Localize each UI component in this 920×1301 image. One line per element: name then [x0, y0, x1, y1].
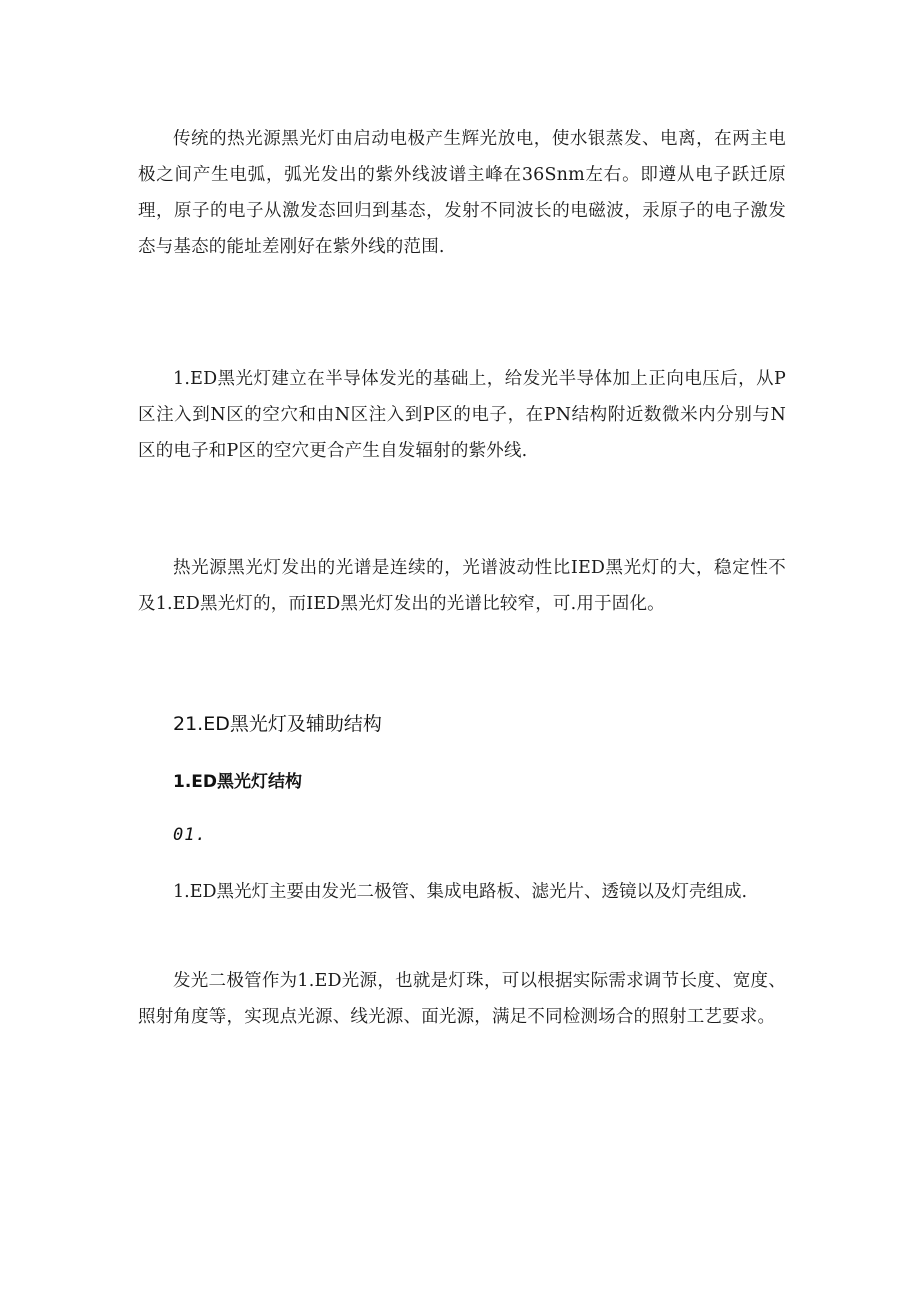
- sub-heading: 1.ED黑光灯结构: [173, 772, 303, 792]
- paragraph-led-components: 1.ED黑光灯主要由发光二极管、集成电路板、滤光片、透镜以及灯壳组成.: [173, 882, 748, 902]
- paragraph-led-light-source: 发光二极管作为1.ED光源，也就是灯珠，可以根据实际需求调节长度、宽度、照射角度等，实现点光源、线光源、面光源，满足不同检测场合的照射工艺要求。: [138, 971, 786, 1027]
- paragraph-led-principle: 1.ED黑光灯建立在半导体发光的基础上，给发光半导体加上正向电压后，从P区注入到N区的空穴和由N区注入到P区的电子，在PN结构附近数微米内分别与N区的电子和P区的空穴更合产生自发辐射的紫外线.: [138, 369, 786, 461]
- section-heading: 21.ED黑光灯及辅助结构: [173, 713, 382, 735]
- list-marker: 01.: [173, 825, 207, 845]
- paragraph-heat-source-lamp: 传统的热光源黑光灯由启动电极产生辉光放电，使水银蒸发、电离，在两主电极之间产生电弧，弧光发出的紫外线波谱主峰在36Snm左右。即遵从电子跃迁原理，原子的电子从激发态回归到基态，发射不同波长的电磁波，汞原子的电子激发态与基态的能址差刚好在紫外线的范围.: [138, 129, 786, 257]
- paragraph-spectrum-comparison: 热光源黑光灯发出的光谱是连续的，光谱波动性比IED黑光灯的大，稳定性不及1.ED黑光灯的，而IED黑光灯发出的光谱比较窄，可.用于固化。: [138, 558, 786, 614]
